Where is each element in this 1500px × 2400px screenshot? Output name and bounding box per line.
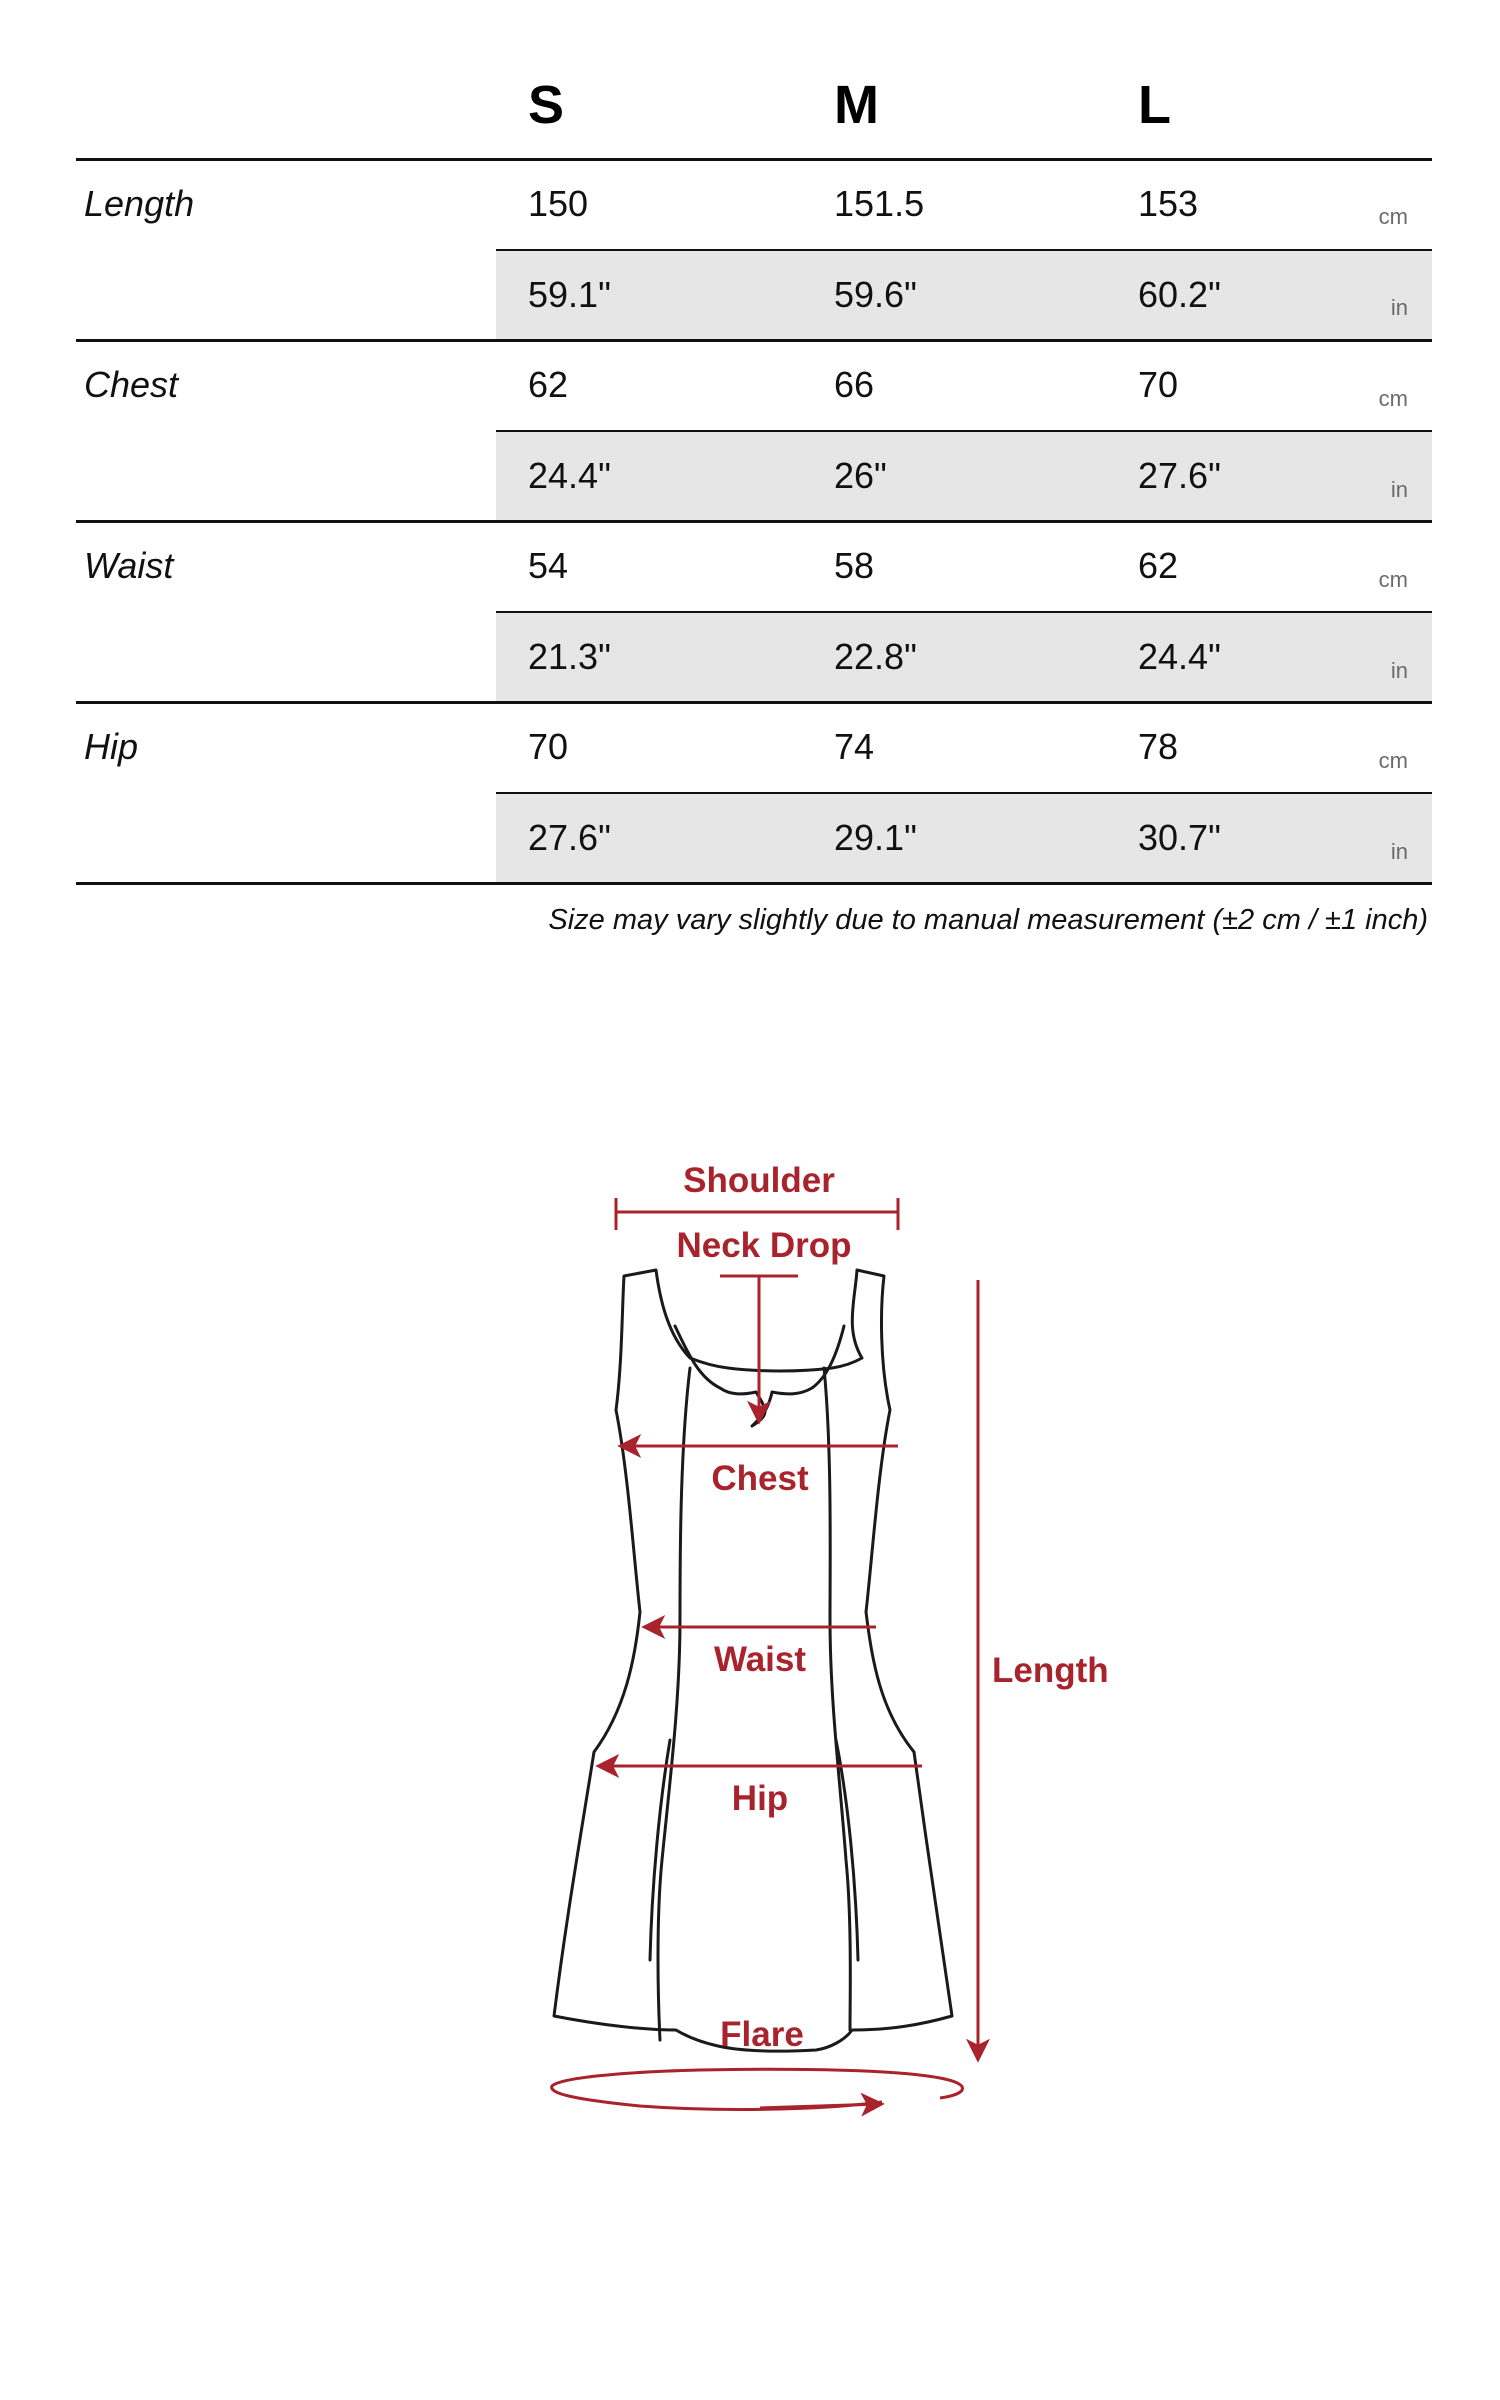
length-l-cm: 153 [1138,183,1199,224]
chest-m-cm: 66 [834,364,875,405]
chest-l-in: 27.6" [1138,455,1221,496]
label-neck-drop: Neck Drop [676,1226,852,1265]
waist-s-in: 21.3" [528,636,611,677]
waist-l-cm: 62 [1138,545,1179,586]
unit-cm: cm [1378,567,1408,592]
label-length: Length [992,1651,1109,1690]
row-label-length: Length [84,183,195,224]
unit-in: in [1390,658,1408,683]
length-m-in: 59.6" [834,274,917,315]
label-chest: Chest [711,1459,809,1498]
front-princess-seam-right [824,1368,850,2030]
row-label-waist: Waist [84,545,174,586]
measurement-note: Size may vary slightly due to manual measurement (±2 cm / ±1 inch) [548,904,1428,936]
size-header-s: S [528,75,565,135]
length-l-in: 60.2" [1138,274,1221,315]
label-waist: Waist [713,1640,807,1679]
hip-l-in: 30.7" [1138,817,1221,858]
hip-l-cm: 78 [1138,726,1179,767]
unit-cm: cm [1378,204,1408,229]
front-princess-seam-left [658,1368,690,2040]
skirt-seam-left [650,1740,670,1960]
waist-m-in: 22.8" [834,636,917,677]
unit-in: in [1390,477,1408,502]
flare-measure [552,2069,963,2109]
label-shoulder: Shoulder [683,1161,835,1200]
length-s-cm: 150 [528,183,589,224]
length-s-in: 59.1" [528,274,611,315]
hip-m-in: 29.1" [834,817,917,858]
hip-m-cm: 74 [834,726,875,767]
chest-s-cm: 62 [528,364,569,405]
neck-drop-measure [720,1276,798,1420]
chest-s-in: 24.4" [528,455,611,496]
chest-m-in: 26" [834,455,887,496]
unit-cm: cm [1378,386,1408,411]
chest-l-cm: 70 [1138,364,1179,405]
hip-s-in: 27.6" [528,817,611,858]
label-flare: Flare [720,2015,804,2054]
hip-s-cm: 70 [528,726,569,767]
waist-s-cm: 54 [528,545,569,586]
length-m-cm: 151.5 [834,183,925,224]
unit-in: in [1390,295,1408,320]
label-hip: Hip [731,1779,789,1818]
row-label-hip: Hip [84,726,139,767]
waist-m-cm: 58 [834,545,875,586]
waist-l-in: 24.4" [1138,636,1221,677]
row-label-chest: Chest [84,364,179,405]
unit-in: in [1390,839,1408,864]
unit-cm: cm [1378,748,1408,773]
size-header-m: M [834,75,879,135]
size-header-l: L [1138,75,1171,135]
